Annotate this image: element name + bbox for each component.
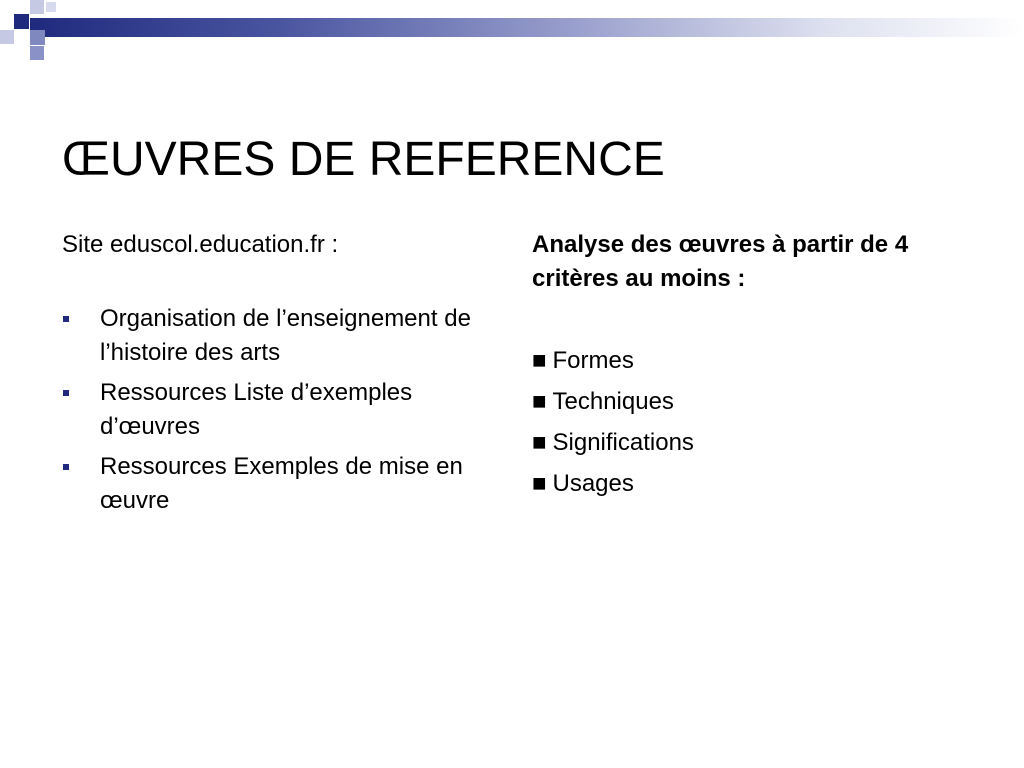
criteria-list xyxy=(532,344,972,501)
criteria-item xyxy=(532,344,972,378)
right-column xyxy=(532,228,972,508)
black-square-icon: ■ xyxy=(532,470,547,497)
right-intro: Analyse des œuvres à partir de 4 critères au moins : xyxy=(532,231,909,292)
criteria-label: Formes xyxy=(552,347,634,374)
black-square-icon: ■ xyxy=(532,429,547,456)
criteria-item xyxy=(532,467,972,501)
criteria-label: Techniques xyxy=(552,388,674,415)
deco-square xyxy=(14,14,29,29)
list-item xyxy=(62,302,502,370)
list-item xyxy=(62,376,502,444)
slide-title: ŒUVRES DE REFERENCE xyxy=(62,133,665,187)
list-item-label: Ressources Exemples de mise en œuvre xyxy=(100,453,463,514)
square-bullet-icon xyxy=(63,316,69,322)
criteria-label: Significations xyxy=(552,429,694,456)
black-square-icon: ■ xyxy=(532,388,547,415)
deco-square xyxy=(30,30,45,45)
gradient-bar xyxy=(30,18,1024,37)
list-item-label: Organisation de l’enseignement de l’histoire des arts xyxy=(100,305,471,366)
criteria-item xyxy=(532,385,972,419)
resource-list xyxy=(62,302,502,518)
deco-square xyxy=(30,46,44,60)
square-bullet-icon xyxy=(63,464,69,470)
black-square-icon: ■ xyxy=(532,347,547,374)
deco-square xyxy=(0,30,14,44)
criteria-item xyxy=(532,426,972,460)
left-intro: Site eduscol.education.fr : xyxy=(62,231,339,258)
criteria-label: Usages xyxy=(552,470,634,497)
square-bullet-icon xyxy=(63,390,69,396)
deco-square xyxy=(46,2,56,12)
deco-square xyxy=(30,0,44,14)
left-column xyxy=(62,228,502,524)
list-item-label: Ressources Liste d’exemples d’œuvres xyxy=(100,379,413,440)
list-item xyxy=(62,450,502,518)
